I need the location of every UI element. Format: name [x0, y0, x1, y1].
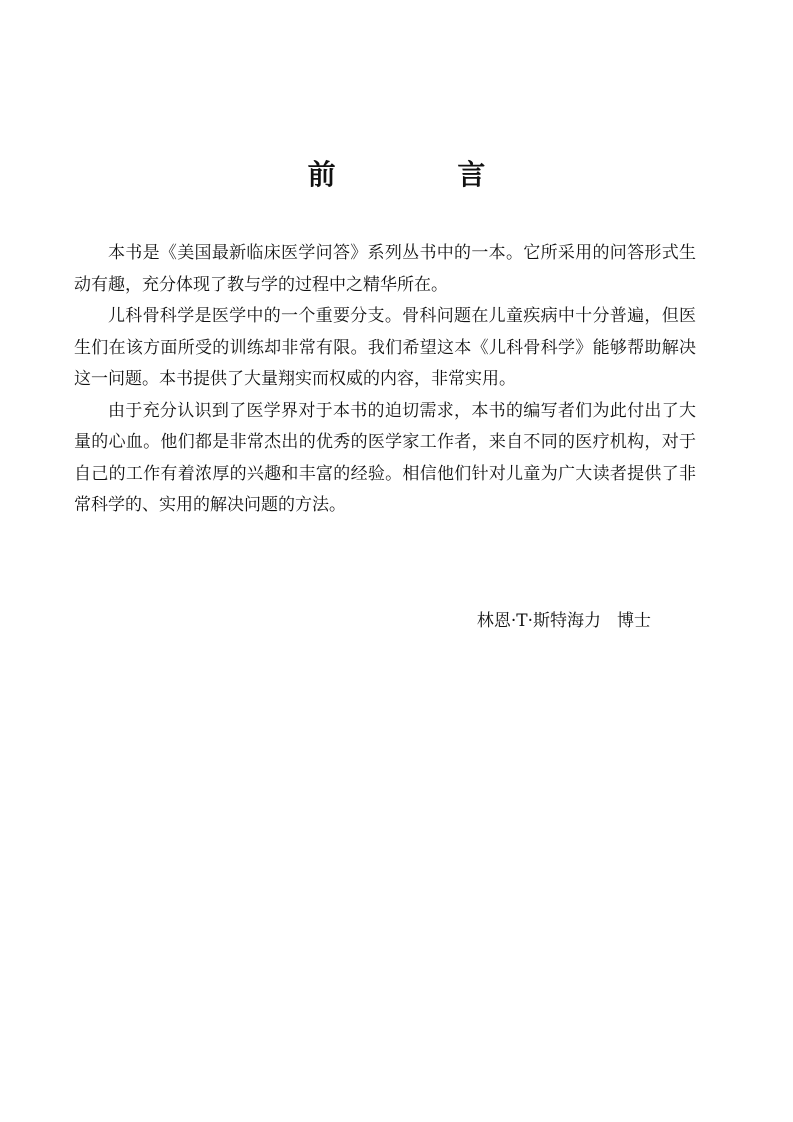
author-title: 博士 [617, 611, 651, 631]
paragraph-2: 儿科骨科学是医学中的一个重要分支。骨科问题在儿童疾病中十分普遍，但医生们在该方面所受的训练却非常有限。我们希望这本《儿科骨科学》能够帮助解决这一问题。本书提供了大量翔实而权威的内容，非常实用。 [74, 306, 696, 389]
page-title: 前 言 [307, 158, 542, 191]
author-signature [477, 606, 651, 636]
paragraph-1: 本书是《美国最新临床医学问答》系列丛书中的一本。它所采用的问答形式生动有趣，充分体现了教与学的过程中之精华所在。 [74, 243, 696, 295]
preface-body [74, 238, 696, 522]
paragraph-3: 由于充分认识到了医学界对于本书的迫切需求，本书的编写者们为此付出了大量的心血。他们都是非常杰出的优秀的医学家工作者，来自不同的医疗机构，对于自己的工作有着浓厚的兴趣和丰富的经验。相信他们针对儿童为广大读者提供了非常科学的、实用的解决问题的方法。 [74, 400, 696, 515]
author-name: 林恩·T·斯特海力 [476, 611, 601, 631]
